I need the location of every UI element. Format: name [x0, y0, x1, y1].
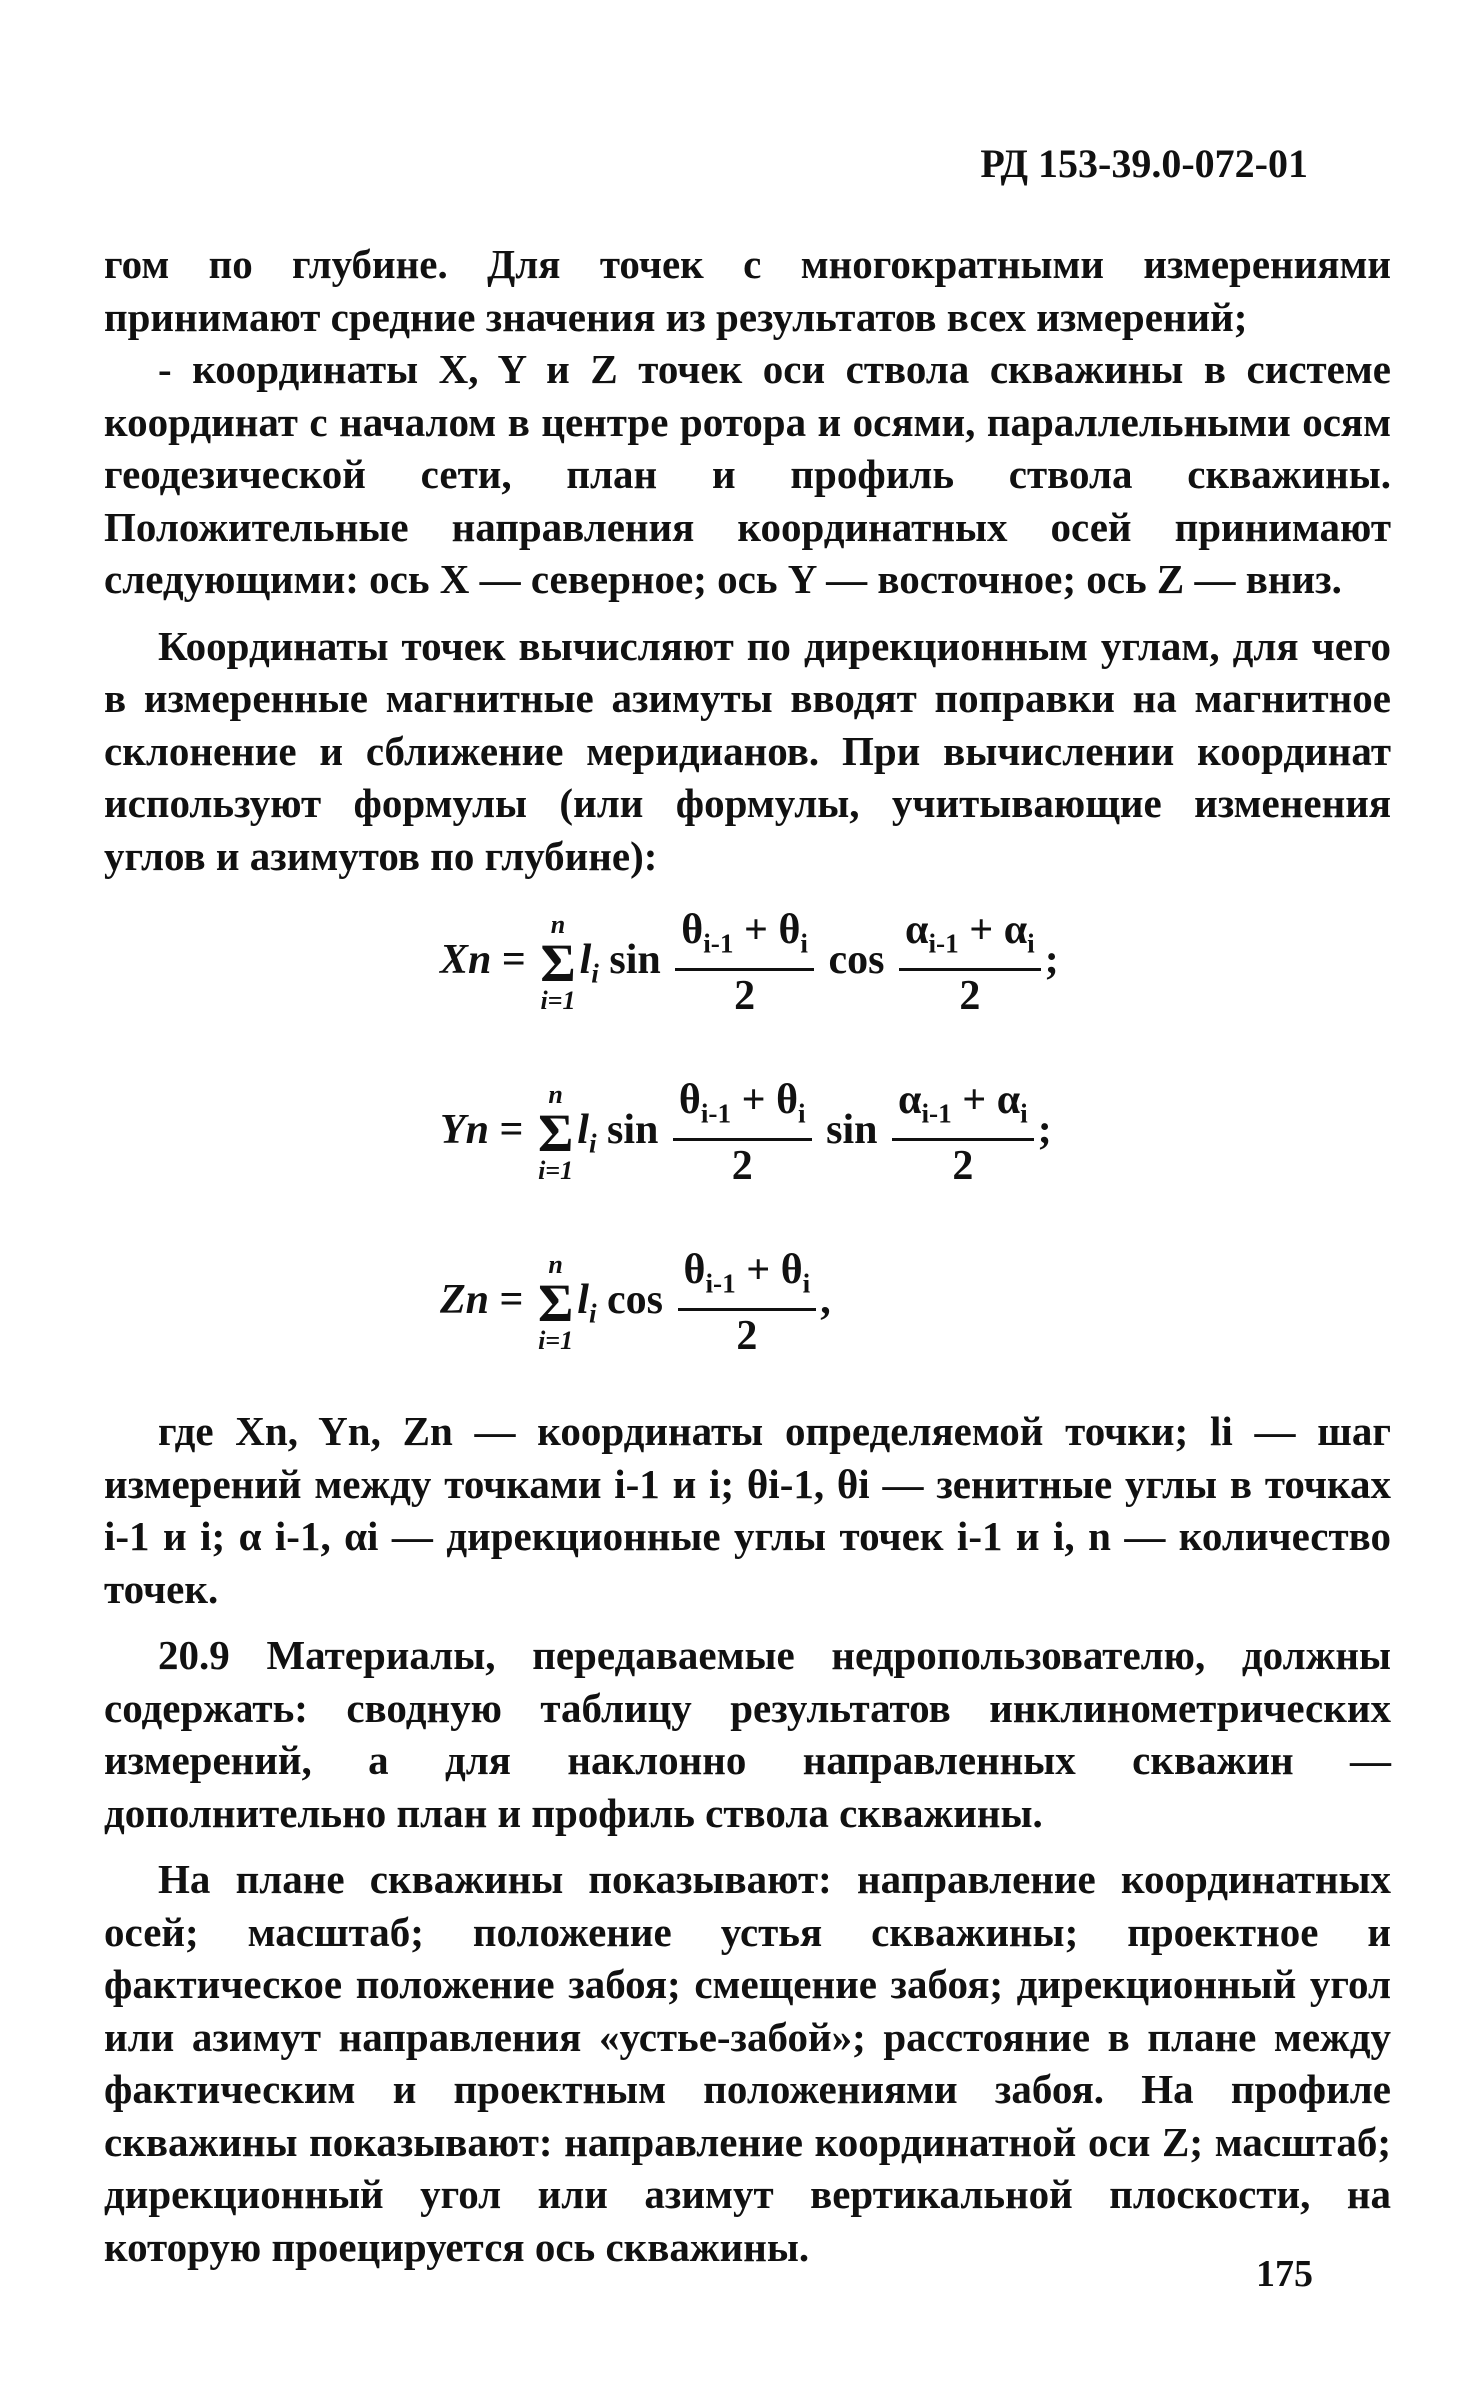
formula-z: Zn = n Σ i=1 $l_i$ cos $\frac{\theta_{i-1} + \theta_i}{2}$ , [440, 1247, 831, 1360]
sum-symbol: n Σ i=1 [540, 910, 576, 1016]
paragraph-3: Координаты точек вычисляют по дирекционным углам, для чего в измеренные магнитные азимуты вводят поправки на магнитное склонение и сближение меридианов. При вычислении координат используют формулы (или формулы, учитывающие изменения углов и азимутов по глубине): [104, 622, 1391, 879]
text-block-bottom [104, 1405, 1391, 2273]
formula-x-trig2: cos [828, 936, 885, 983]
paragraph-6: На плане скважины показывают: направление координатных осей; масштаб; положение устья скважины; проектное и фактическое положение забоя; смещение забоя; дирекционный угол или азимут направления «устье-забой»; расстояние в плане между фактическим и проектным положениями забоя. На профиле скважины показывают: направление координатной оси Z; масштаб; дирекционный угол или азимут вертикальной плоскости, на которую проецируется ось скважины. [104, 1856, 1391, 2270]
paragraph-2: - координаты X, Y и Z точек оси ствола скважины в системе координат с началом в центре ротора и осями, параллельными осям геодезической сети, план и профиль ствола скважины. Положительные направления координатных осей принимают следующими: ось X — северное; ось Y — восточное; ось Z — вниз. [104, 346, 1391, 602]
fraction-alpha: $\frac{\alpha_{i-1} + \alpha_i}{2}$ [892, 1075, 1034, 1191]
paragraph-5: 20.9 Материалы, передаваемые недропользователю, должны содержать: сводную таблицу результатов инклинометрических измерений, а для наклонно направленных скважин — дополнительно план и профиль ствола скважины. [104, 1632, 1391, 1836]
formula-y-trig2: sin [826, 1106, 878, 1153]
paragraph-4: где Xn, Yn, Zn — координаты определяемой точки; li — шаг измерений между точками i-1 и i; θi-1, θi — зенитные углы в точках i-1 и i; α i-1, αi — дирекционные углы точек i-1 и i, n — количество точек. [104, 1408, 1391, 1612]
document-code-header: РД 153-39.0-072-01 [980, 141, 1308, 186]
fraction-theta: $\frac{\theta_{i-1} + \theta_i}{2}$ [675, 905, 814, 1021]
fraction-alpha: $\frac{\alpha_{i-1} + \alpha_i}{2}$ [899, 905, 1041, 1021]
text-block-top [104, 238, 1391, 882]
sum-symbol: n Σ i=1 [537, 1080, 574, 1186]
formula-y-trig1: sin [607, 1106, 659, 1153]
fraction-theta: $\frac{\theta_{i-1} + \theta_i}{2}$ [673, 1075, 812, 1191]
paragraph-1: гом по глубине. Для точек с многократными измерениями принимают средние значения из результатов всех измерений; [104, 241, 1391, 340]
formula-x-trig1: sin [609, 936, 661, 983]
formula-y-lhs: Yn [440, 1106, 490, 1153]
fraction-theta: $\frac{\theta_{i-1} + \theta_i}{2}$ [678, 1245, 817, 1361]
formula-z-end: , [820, 1276, 831, 1323]
formula-y: Yn = n Σ i=1 $l_i$ sin $\frac{\theta_{i-1} + \theta_i}{2}$ sin $\frac{\alpha_{i-1} + \alpha_i}{2}$ ; [440, 1077, 1052, 1190]
page-number: 175 [1256, 2253, 1313, 2295]
formula-z-trig1: cos [607, 1276, 664, 1323]
formula-y-end: ; [1037, 1106, 1052, 1153]
sum-symbol: n Σ i=1 [537, 1250, 574, 1356]
formula-x: Xn = n Σ i=1 $l_i$ sin $\frac{\theta_{i-1} + \theta_i}{2}$ cos $\frac{\alpha_{i-1} + \alpha_i}{2}$ ; [440, 907, 1059, 1020]
formula-x-lhs: Xn [440, 936, 492, 983]
formula-x-end: ; [1044, 936, 1059, 983]
formula-z-lhs: Zn [440, 1276, 490, 1323]
